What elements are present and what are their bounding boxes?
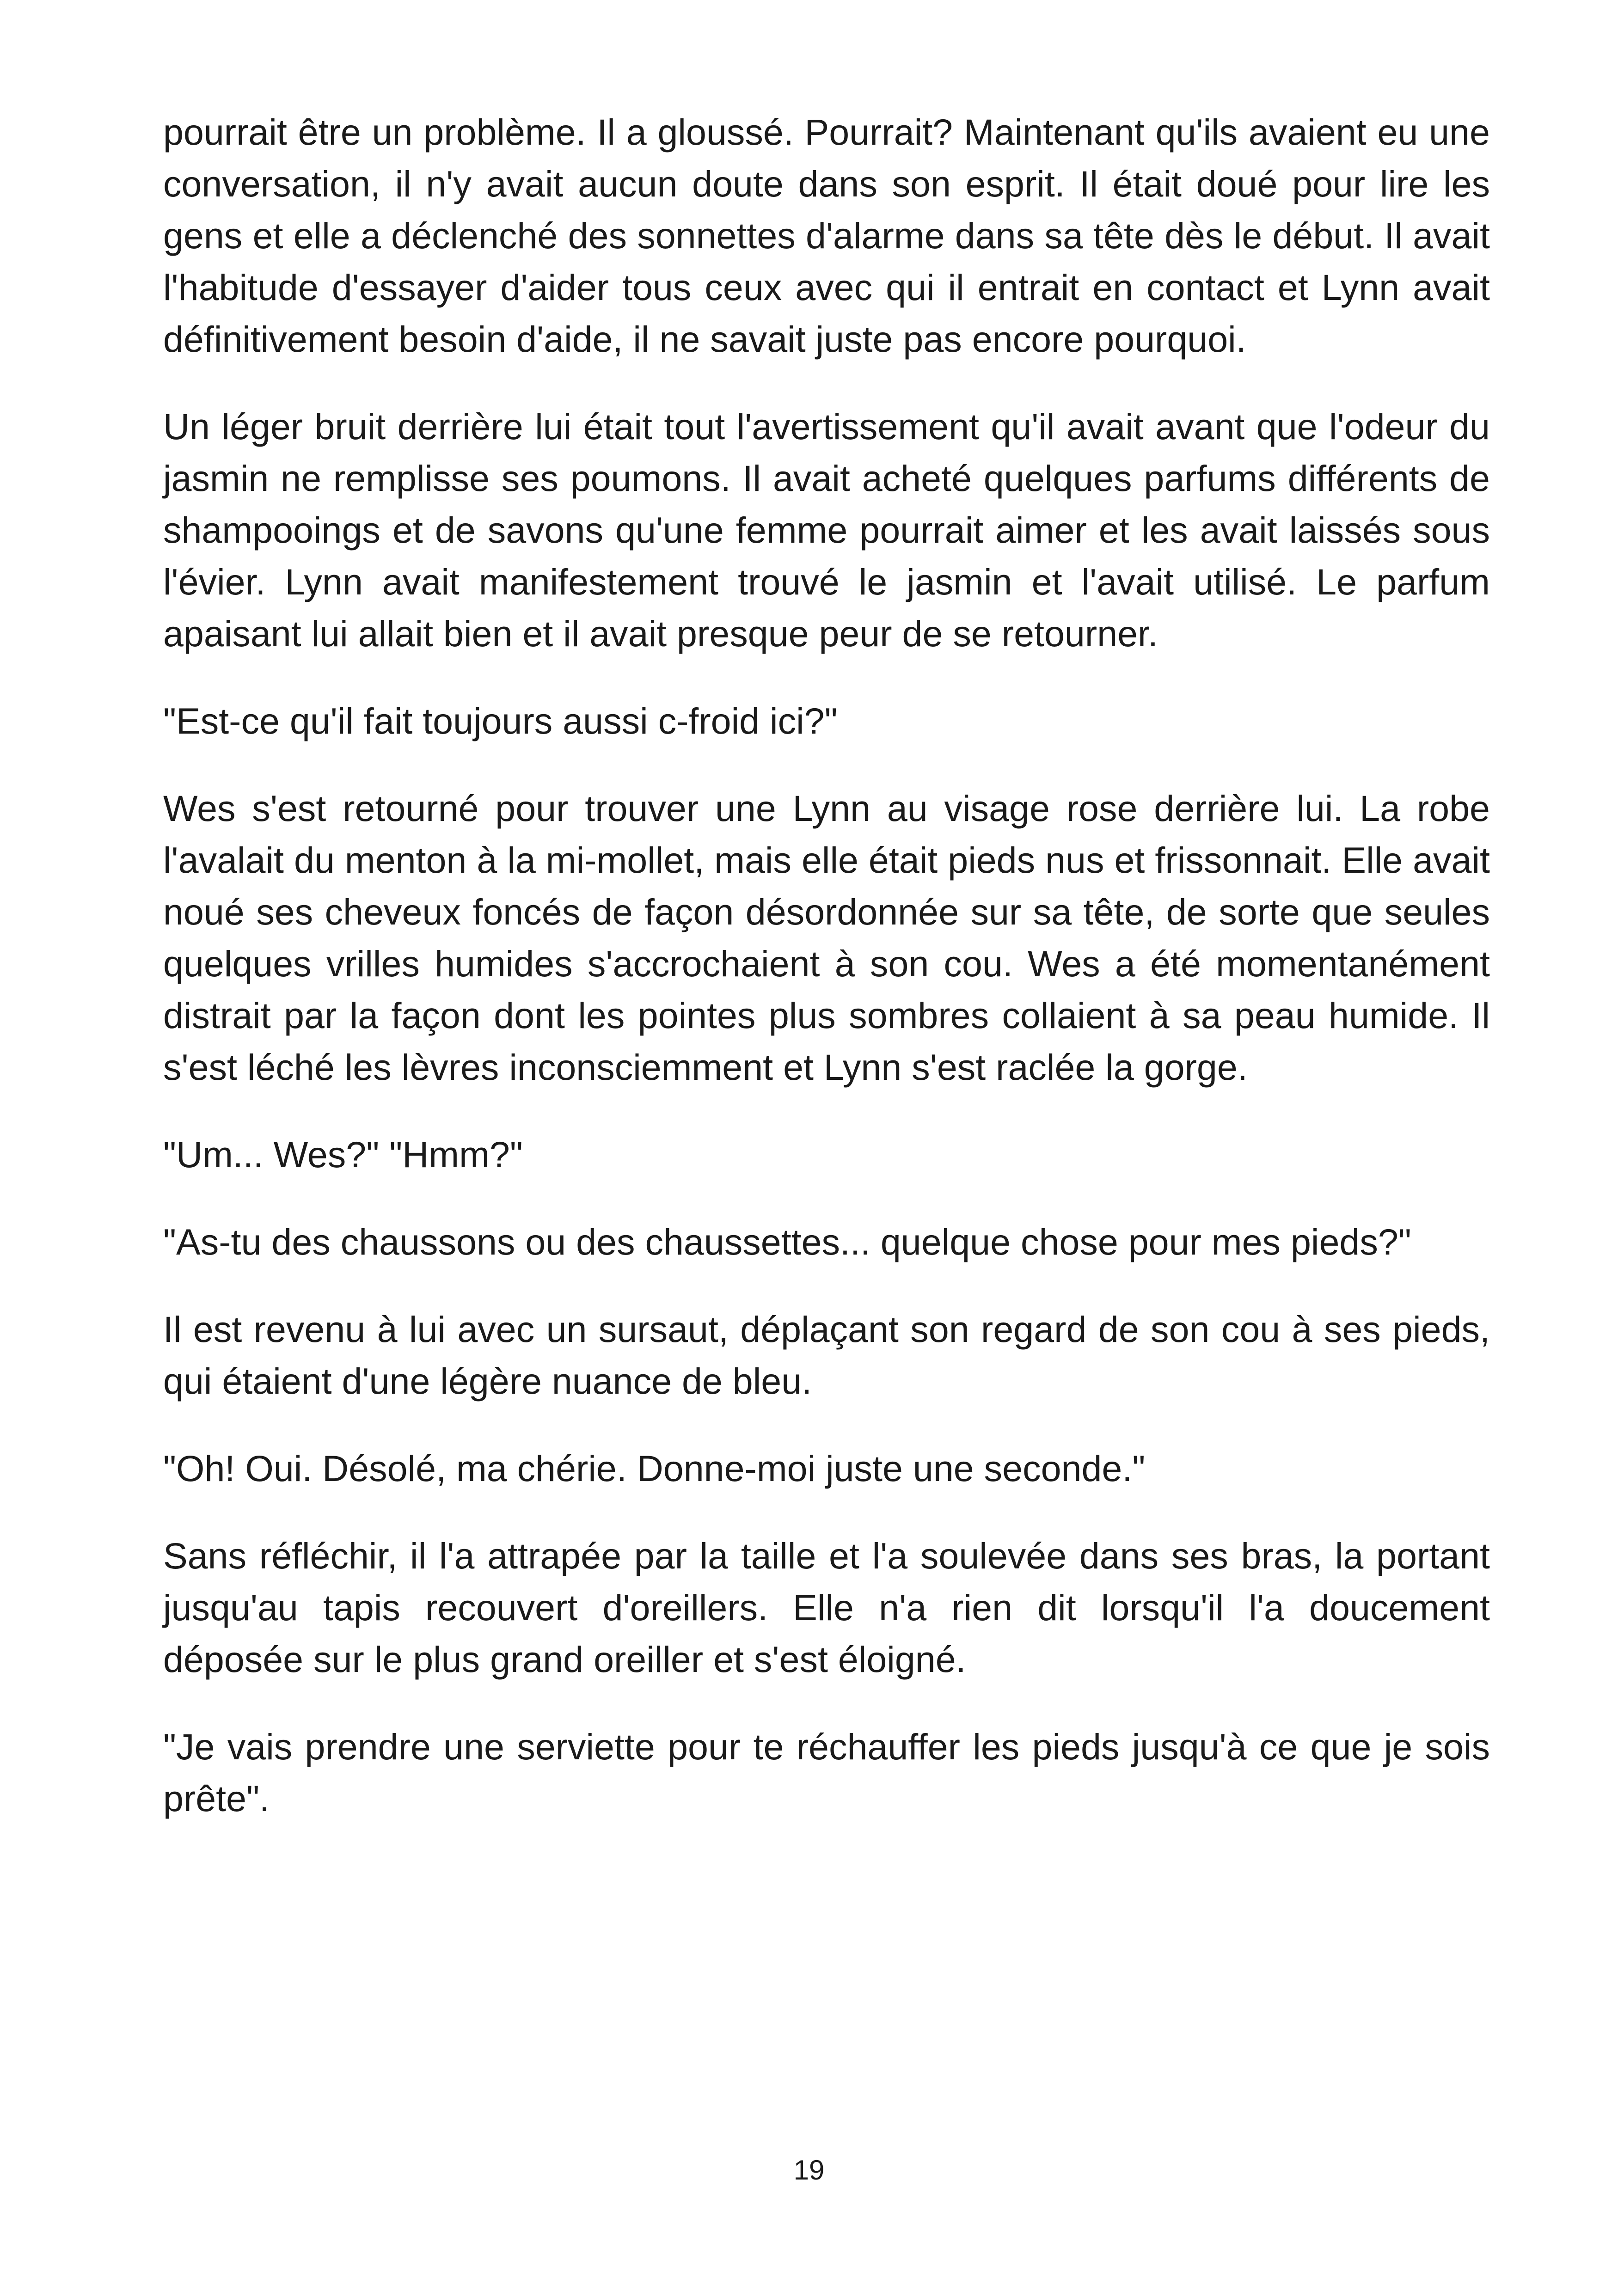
paragraph-10: "Je vais prendre une serviette pour te réchauffer les pieds jusqu'à ce que je sois prête". [163,1726,1490,1819]
paragraph-1: pourrait être un problème. Il a gloussé. Pourrait? Maintenant qu'ils avaient eu une conversation, il n'y avait aucun doute dans son esprit. Il était doué pour lire les gens et elle a déclenché des sonnettes d'alarme dans sa tête dès le début. Il avait l'habitude d'essayer d'aider tous ceux avec qui il entrait en contact et Lynn avait définitivement besoin d'aide, il ne savait juste pas encore pourquoi. [163,111,1490,360]
body-text [163,106,1490,1825]
paragraph-3: "Est-ce qu'il fait toujours aussi c-froid ici?" [163,700,838,741]
paragraph-4: Wes s'est retourné pour trouver une Lynn au visage rose derrière lui. La robe l'avalait du menton à la mi-mollet, mais elle était pieds nus et frissonnait. Elle avait noué ses cheveux foncés de façon désordonnée sur sa tête, de sorte que seules quelques vrilles humides s'accrochaient à son cou. Wes a été momentanément distrait par la façon dont les pointes plus sombres collaient à sa peau humide. Il s'est léché les lèvres inconsciemment et Lynn s'est raclée la gorge. [163,788,1490,1088]
paragraph-9: Sans réfléchir, il l'a attrapée par la taille et l'a soulevée dans ses bras, la portant jusqu'au tapis recouvert d'oreillers. Elle n'a rien dit lorsqu'il l'a doucement déposée sur le plus grand oreiller et s'est éloigné. [163,1535,1490,1680]
paragraph-7: Il est revenu à lui avec un sursaut, déplaçant son regard de son cou à ses pieds, qui étaient d'une légère nuance de bleu. [163,1309,1490,1402]
page-number: 19 [793,2155,825,2186]
paragraph-8: "Oh! Oui. Désolé, ma chérie. Donne-moi juste une seconde." [163,1448,1146,1489]
paragraph-2: Un léger bruit derrière lui était tout l'avertissement qu'il avait avant que l'odeur du jasmin ne remplisse ses poumons. Il avait acheté quelques parfums différents de shampooings et de savons qu'une femme pourrait aimer et les avait laissés sous l'évier. Lynn avait manifestement trouvé le jasmin et l'avait utilisé. Le parfum apaisant lui allait bien et il avait presque peur de se retourner. [163,406,1490,654]
paragraph-6: "As-tu des chaussons ou des chaussettes... quelque chose pour mes pieds?" [163,1221,1411,1262]
paragraph-5: "Um... Wes?" "Hmm?" [163,1134,523,1175]
